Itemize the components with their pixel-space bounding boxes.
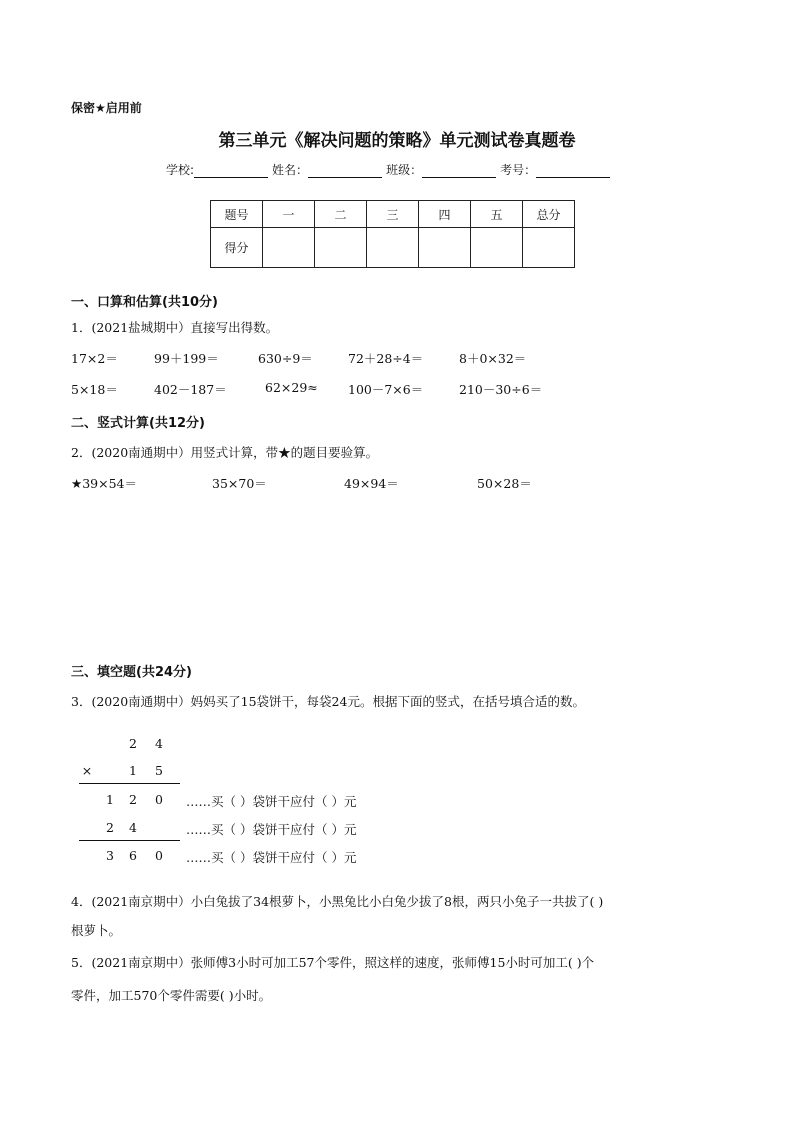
mental-math-item: 62×29≈ (265, 380, 318, 395)
mental-math-item: 210－30÷6＝ (459, 382, 543, 397)
digit: 6 (129, 848, 137, 863)
vertical-calc-item: 49×94＝ (344, 476, 399, 491)
school-field[interactable] (194, 164, 268, 178)
score-input-cell[interactable] (315, 228, 367, 268)
table-cell: 五 (471, 201, 523, 228)
confidential-label: 保密★启用前 (71, 101, 142, 115)
exam-no-label: 考号： (500, 163, 537, 177)
mental-math-item: 72＋28÷4＝ (348, 351, 424, 366)
table-cell: 一 (263, 201, 315, 228)
section-3-heading: 三、填空题(共24分) (71, 665, 192, 680)
score-table (210, 200, 575, 268)
divider-line (79, 840, 180, 841)
digit: 2 (129, 736, 137, 751)
mental-math-item: 402－187＝ (154, 382, 227, 397)
times-sign: × (81, 763, 93, 778)
question-3: 3．(2020南通期中）妈妈买了15袋饼干，每袋24元。根据下面的竖式，在括号填合适的数。 (71, 694, 585, 709)
class-label: 班级： (386, 163, 423, 177)
digit: 0 (155, 848, 163, 863)
question-5: 5．(2021南京期中）张师傅3小时可加工57个零件，照这样的速度，张师傅15小时可加工( )个 (71, 955, 595, 970)
digit: 2 (129, 792, 137, 807)
mental-math-item: 630÷9＝ (258, 351, 313, 366)
question-4-continued: 根萝卜。 (71, 923, 122, 938)
digit: 1 (129, 763, 137, 778)
table-cell: 题号 (211, 201, 263, 228)
fill-in-note[interactable]: ……买（ ）袋饼干应付（ ）元 (186, 822, 357, 837)
class-field[interactable] (422, 164, 496, 178)
fill-in-note[interactable]: ……买（ ）袋饼干应付（ ）元 (186, 794, 357, 809)
name-field[interactable] (308, 164, 382, 178)
divider-line (79, 783, 180, 784)
table-cell: 得分 (211, 228, 263, 268)
score-input-cell[interactable] (367, 228, 419, 268)
digit: 2 (106, 820, 114, 835)
mental-math-item: 99＋199＝ (154, 351, 219, 366)
vertical-calc-item: ★39×54＝ (71, 476, 137, 491)
table-cell: 四 (419, 201, 471, 228)
page-title: 第三单元《解决问题的策略》单元测试卷真题卷 (218, 131, 576, 151)
score-table-score-row (211, 228, 575, 268)
score-input-cell[interactable] (523, 228, 575, 268)
digit: 4 (129, 820, 137, 835)
table-cell: 二 (315, 201, 367, 228)
score-input-cell[interactable] (471, 228, 523, 268)
vertical-calc-item: 35×70＝ (212, 476, 267, 491)
section-1-heading: 一、口算和估算(共10分) (71, 295, 218, 310)
fill-in-note[interactable]: ……买（ ）袋饼干应付（ ）元 (186, 850, 357, 865)
score-table-header-row (211, 201, 575, 228)
vertical-calc-item: 50×28＝ (477, 476, 532, 491)
digit: 1 (106, 792, 114, 807)
question-1: 1．(2021盐城期中）直接写出得数。 (71, 320, 279, 335)
section-2-heading: 二、竖式计算(共12分) (71, 416, 205, 431)
digit: 5 (155, 763, 163, 778)
question-5-continued: 零件，加工570个零件需要( )小时。 (71, 988, 272, 1003)
exam-no-field[interactable] (536, 164, 610, 178)
table-cell: 三 (367, 201, 419, 228)
score-input-cell[interactable] (419, 228, 471, 268)
mental-math-item: 17×2＝ (71, 351, 118, 366)
score-input-cell[interactable] (263, 228, 315, 268)
mental-math-item: 100－7×6＝ (348, 382, 424, 397)
student-info-line (166, 161, 614, 178)
school-label: 学校: (166, 163, 195, 177)
question-2: 2．(2020南通期中）用竖式计算，带★的题目要验算。 (71, 445, 379, 460)
mental-math-item: 8＋0×32＝ (459, 351, 527, 366)
digit: 0 (155, 792, 163, 807)
question-4: 4．(2021南京期中）小白兔拔了34根萝卜，小黑兔比小白兔少拔了8根，两只小兔子一共拔了( ) (71, 894, 604, 909)
digit: 4 (155, 736, 163, 751)
mental-math-item: 5×18＝ (71, 382, 118, 397)
name-label: 姓名： (272, 163, 309, 177)
digit: 3 (106, 848, 114, 863)
table-cell: 总分 (523, 201, 575, 228)
